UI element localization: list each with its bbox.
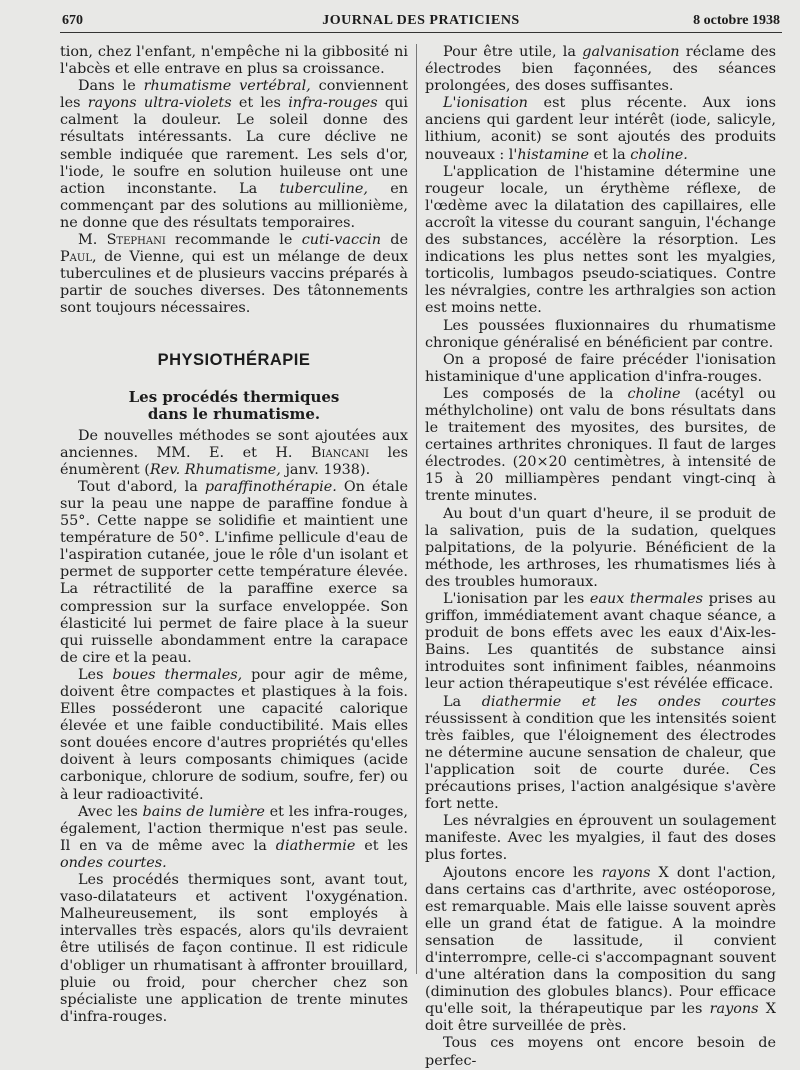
paragraph: Avec les bains de lumière et les infra-rouges, également, l'action thermique n'est pas seule. Il en va de même avec la diathermie et les ondes courtes. <box>60 803 409 871</box>
paragraph: Les névralgies en éprouvent un soulagement manifeste. Avec les myalgies, il faut des doses plus fortes. <box>425 813 776 864</box>
paragraph: L'ionisation par les eaux thermales prises au griffon, immédiatement avant chaque séance, a produit de bons effets avec les eaux d'Aix-les-Bains. Les quantités de substance ainsi introduites sont infiniment faibles, néanmoins leur action thérapeutique s'est révélée efficace. <box>425 591 777 693</box>
paragraph: De nouvelles méthodes se sont ajoutées aux anciennes. MM. E. et H. Biancani les énumèrent (Rev. Rhumatisme, janv. 1938). <box>60 427 408 478</box>
paragraph: Pour être utile, la galvanisation réclame des électrodes bien façonnées, des séances prolongées, des doses suffisantes. <box>425 44 777 95</box>
paragraph: L'application de l'histamine détermine une rougeur locale, un érythème réflexe, de l'œdème avec la dilatation des capillaires, elle accroît la vitesse du courant sanguin, l'échange des substances, accélère la résorption. Les indications les plus nettes sont les myalgies, torticolis, lumbagos pseudo-sciatiques. Contre les névralgies, contre les arthralgies son action est moins nette. <box>425 163 776 317</box>
issue-date: 8 octobre 1938 <box>693 13 780 28</box>
section-title: PHYSIOTHÉRAPIE <box>157 350 311 369</box>
paragraph: Ajoutons encore les rayons X dont l'action, dans certains cas d'arthrite, avec ostéoporose, est remarquable. Mais elle laisse souvent après elle un grand état de fatigue. A la moindre sensation de lassitude, il convient d'interrompre, celle-ci s'accompagnant souvent d'une altération dans la composition du sang (diminution des globules blancs). Pour efficace qu'elle soit, la thérapeutique par les rayons X doit être surveillée de près. <box>425 864 776 1035</box>
left-column <box>60 44 408 1026</box>
paragraph: M. Stephani recommande le cuti-vaccin de Paul, de Vienne, qui est un mélange de deux tuberculines et de plusieurs vaccins préparés à partir de souches diverses. Des tâtonnements sont toujours nécessaires. <box>60 232 408 317</box>
running-header <box>60 10 782 33</box>
paragraph: Au bout d'un quart d'heure, il se produit de la salivation, puis de la sudation, quelques palpitations, de la polyurie. Bénéficient de la méthode, les arthroses, les rhumatismes liés à des troubles humoraux. <box>425 505 776 590</box>
paragraph: L'ionisation est plus récente. Aux ions anciens qui gardent leur intérêt (iode, salicyle, lithium, aconit) se sont ajoutés des produits nouveaux : l'histamine et la choline. <box>425 95 776 163</box>
paragraph: On a proposé de faire précéder l'ionisation histaminique d'une application d'infra-rouges. <box>425 351 776 385</box>
paragraph: Tous ces moyens ont encore besoin de perfec- <box>425 1035 776 1069</box>
journal-title: JOURNAL DES PRATICIENS <box>322 13 520 28</box>
paragraph: Dans le rhumatisme vertébral, conviennent les rayons ultra-violets et les infra-rouges qui calment la douleur. Le soleil donne des résultats intéressants. La cure déclive ne semble indiquée que rarement. Les sels d'or, l'iode, le soufre en solution huileuse ont une action inconstante. La tuberculine, en commençant par des solutions au millionième, ne donne que des résultats temporaires. <box>60 78 408 231</box>
paragraph: Les boues thermales, pour agir de même, doivent être compactes et plastiques à la fois. Elles posséderont une capacité calorique élevée et une faible conductibilité. Mais elles sont douées encore d'autres propriétés qu'elles doivent à leurs composants chimiques (acide carbonique, chlorure de sodium, soufre, fer) ou à leur radioactivité. <box>60 666 408 803</box>
paragraph: Les composés de la choline (acétyl ou méthylcholine) ont valu de bons résultats dans le traitement des myosites, des bursites, de certaines arthrites chroniques. Il faut de larges électrodes. (20×20 centimètres, à intensité de 15 à 20 milliampères pendant vingt-cinq à trente minutes. <box>425 385 776 505</box>
paragraph: Tout d'abord, la paraffinothérapie. On étale sur la peau une nappe de paraffine fondue à 55°. Cette nappe se solidifie et maintient une température de 50°. L'infime pellicule d'eau de l'aspiration cutanée, joue le rôle d'un isolant et permet de supporter cette température élevée. La rétractilité de la paraffine exerce sa compression sur la surface enveloppée. Son élasticité lui permet de faire place à la sueur qui ruisselle abondamment entre la carapace de cire et la peau. <box>60 478 408 666</box>
column-divider <box>416 44 417 974</box>
paragraph: tion, chez l'enfant, n'empêche ni la gibbosité ni l'abcès et elle entrave en plus sa croissance. <box>60 44 408 78</box>
right-column <box>425 44 776 1070</box>
article-subtitle: Les procédés thermiques dans le rhumatisme. <box>128 387 340 424</box>
paragraph: Les poussées fluxionnaires du rhumatisme chronique généralisé en bénéficient par contre. <box>425 317 776 351</box>
paragraph: Les procédés thermiques sont, avant tout, vaso-dilatateurs et activent l'oxygénation. Malheureusement, ils sont employés à intervalles très espacés, alors qu'ils devraient être utilisés de façon continue. Il est ridicule d'obliger un rhumatisant à affronter brouillard, pluie ou froid, pour chercher chez son spécialiste une application de trente minutes d'infra-rouges. <box>60 872 408 1025</box>
page-number: 670 <box>62 13 83 28</box>
paragraph: La diathermie et les ondes courtes réussissent à condition que les intensités soient très faibles, que l'éloignement des électrodes ne détermine aucune sensation de chaleur, que l'application soit de courte durée. Ces précautions prises, l'action analgésique s'avère fort nette. <box>425 693 777 813</box>
